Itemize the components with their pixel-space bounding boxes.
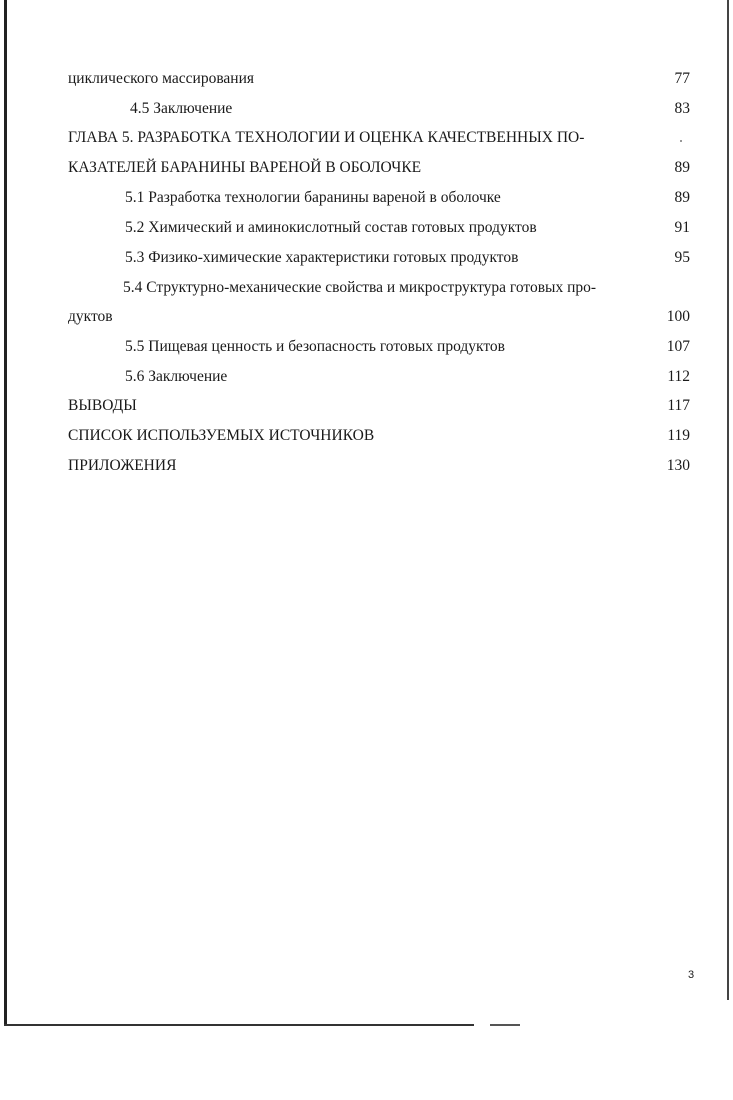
toc-entry-page: 83	[674, 100, 690, 117]
page-number: 3	[688, 969, 695, 981]
toc-entry-page: 100	[666, 308, 690, 325]
toc-entry-text: 4.5 Заключение	[130, 100, 233, 117]
toc-entry-page: 89	[674, 159, 690, 176]
toc-entry-text: СПИСОК ИСПОЛЬЗУЕМЫХ ИСТОЧНИКОВ	[68, 427, 375, 444]
toc-entry-page: 95	[674, 249, 690, 266]
toc-entry-page: 107	[666, 338, 690, 355]
toc-entry-text: 5.4 Структурно-механические свойства и микроструктура готовых про-	[123, 279, 597, 296]
toc-entry-page: 112	[667, 368, 690, 385]
scan-border-right	[727, 0, 729, 1000]
toc-entry-text: 5.6 Заключение	[125, 368, 228, 385]
scan-speck	[680, 140, 682, 142]
toc-entry-page: 119	[667, 427, 690, 444]
toc-entry-text: ГЛАВА 5. РАЗРАБОТКА ТЕХНОЛОГИИ И ОЦЕНКА КАЧЕСТВЕННЫХ ПО-	[68, 129, 585, 146]
toc-entry-text: дуктов	[68, 308, 113, 325]
toc-entry-page: 91	[674, 219, 690, 236]
scan-border-left	[4, 0, 7, 1026]
scan-border-bottom	[4, 1024, 474, 1026]
toc-entry-text: 5.2 Химический и аминокислотный состав готовых продуктов	[125, 219, 537, 236]
toc-entry-page: 89	[674, 189, 690, 206]
toc-entry-text: ВЫВОДЫ	[68, 397, 137, 414]
toc-entry-page: 117	[667, 397, 690, 414]
toc-entry-text: ПРИЛОЖЕНИЯ	[68, 457, 177, 474]
toc-entry-text: КАЗАТЕЛЕЙ БАРАНИНЫ ВАРЕНОЙ В ОБОЛОЧКЕ	[68, 159, 422, 176]
scan-border-bottom-fragment	[490, 1024, 520, 1026]
toc-entry-text: 5.1 Разработка технологии баранины вареной в оболочке	[125, 189, 501, 206]
toc-entry-text: 5.3 Физико-химические характеристики готовых продуктов	[125, 249, 519, 266]
toc-entry-text: 5.5 Пищевая ценность и безопасность готовых продуктов	[125, 338, 505, 355]
toc-entry-page: 77	[674, 70, 690, 87]
toc-entry-text: циклического массирования	[68, 70, 255, 87]
toc-entry-page: 130	[666, 457, 690, 474]
